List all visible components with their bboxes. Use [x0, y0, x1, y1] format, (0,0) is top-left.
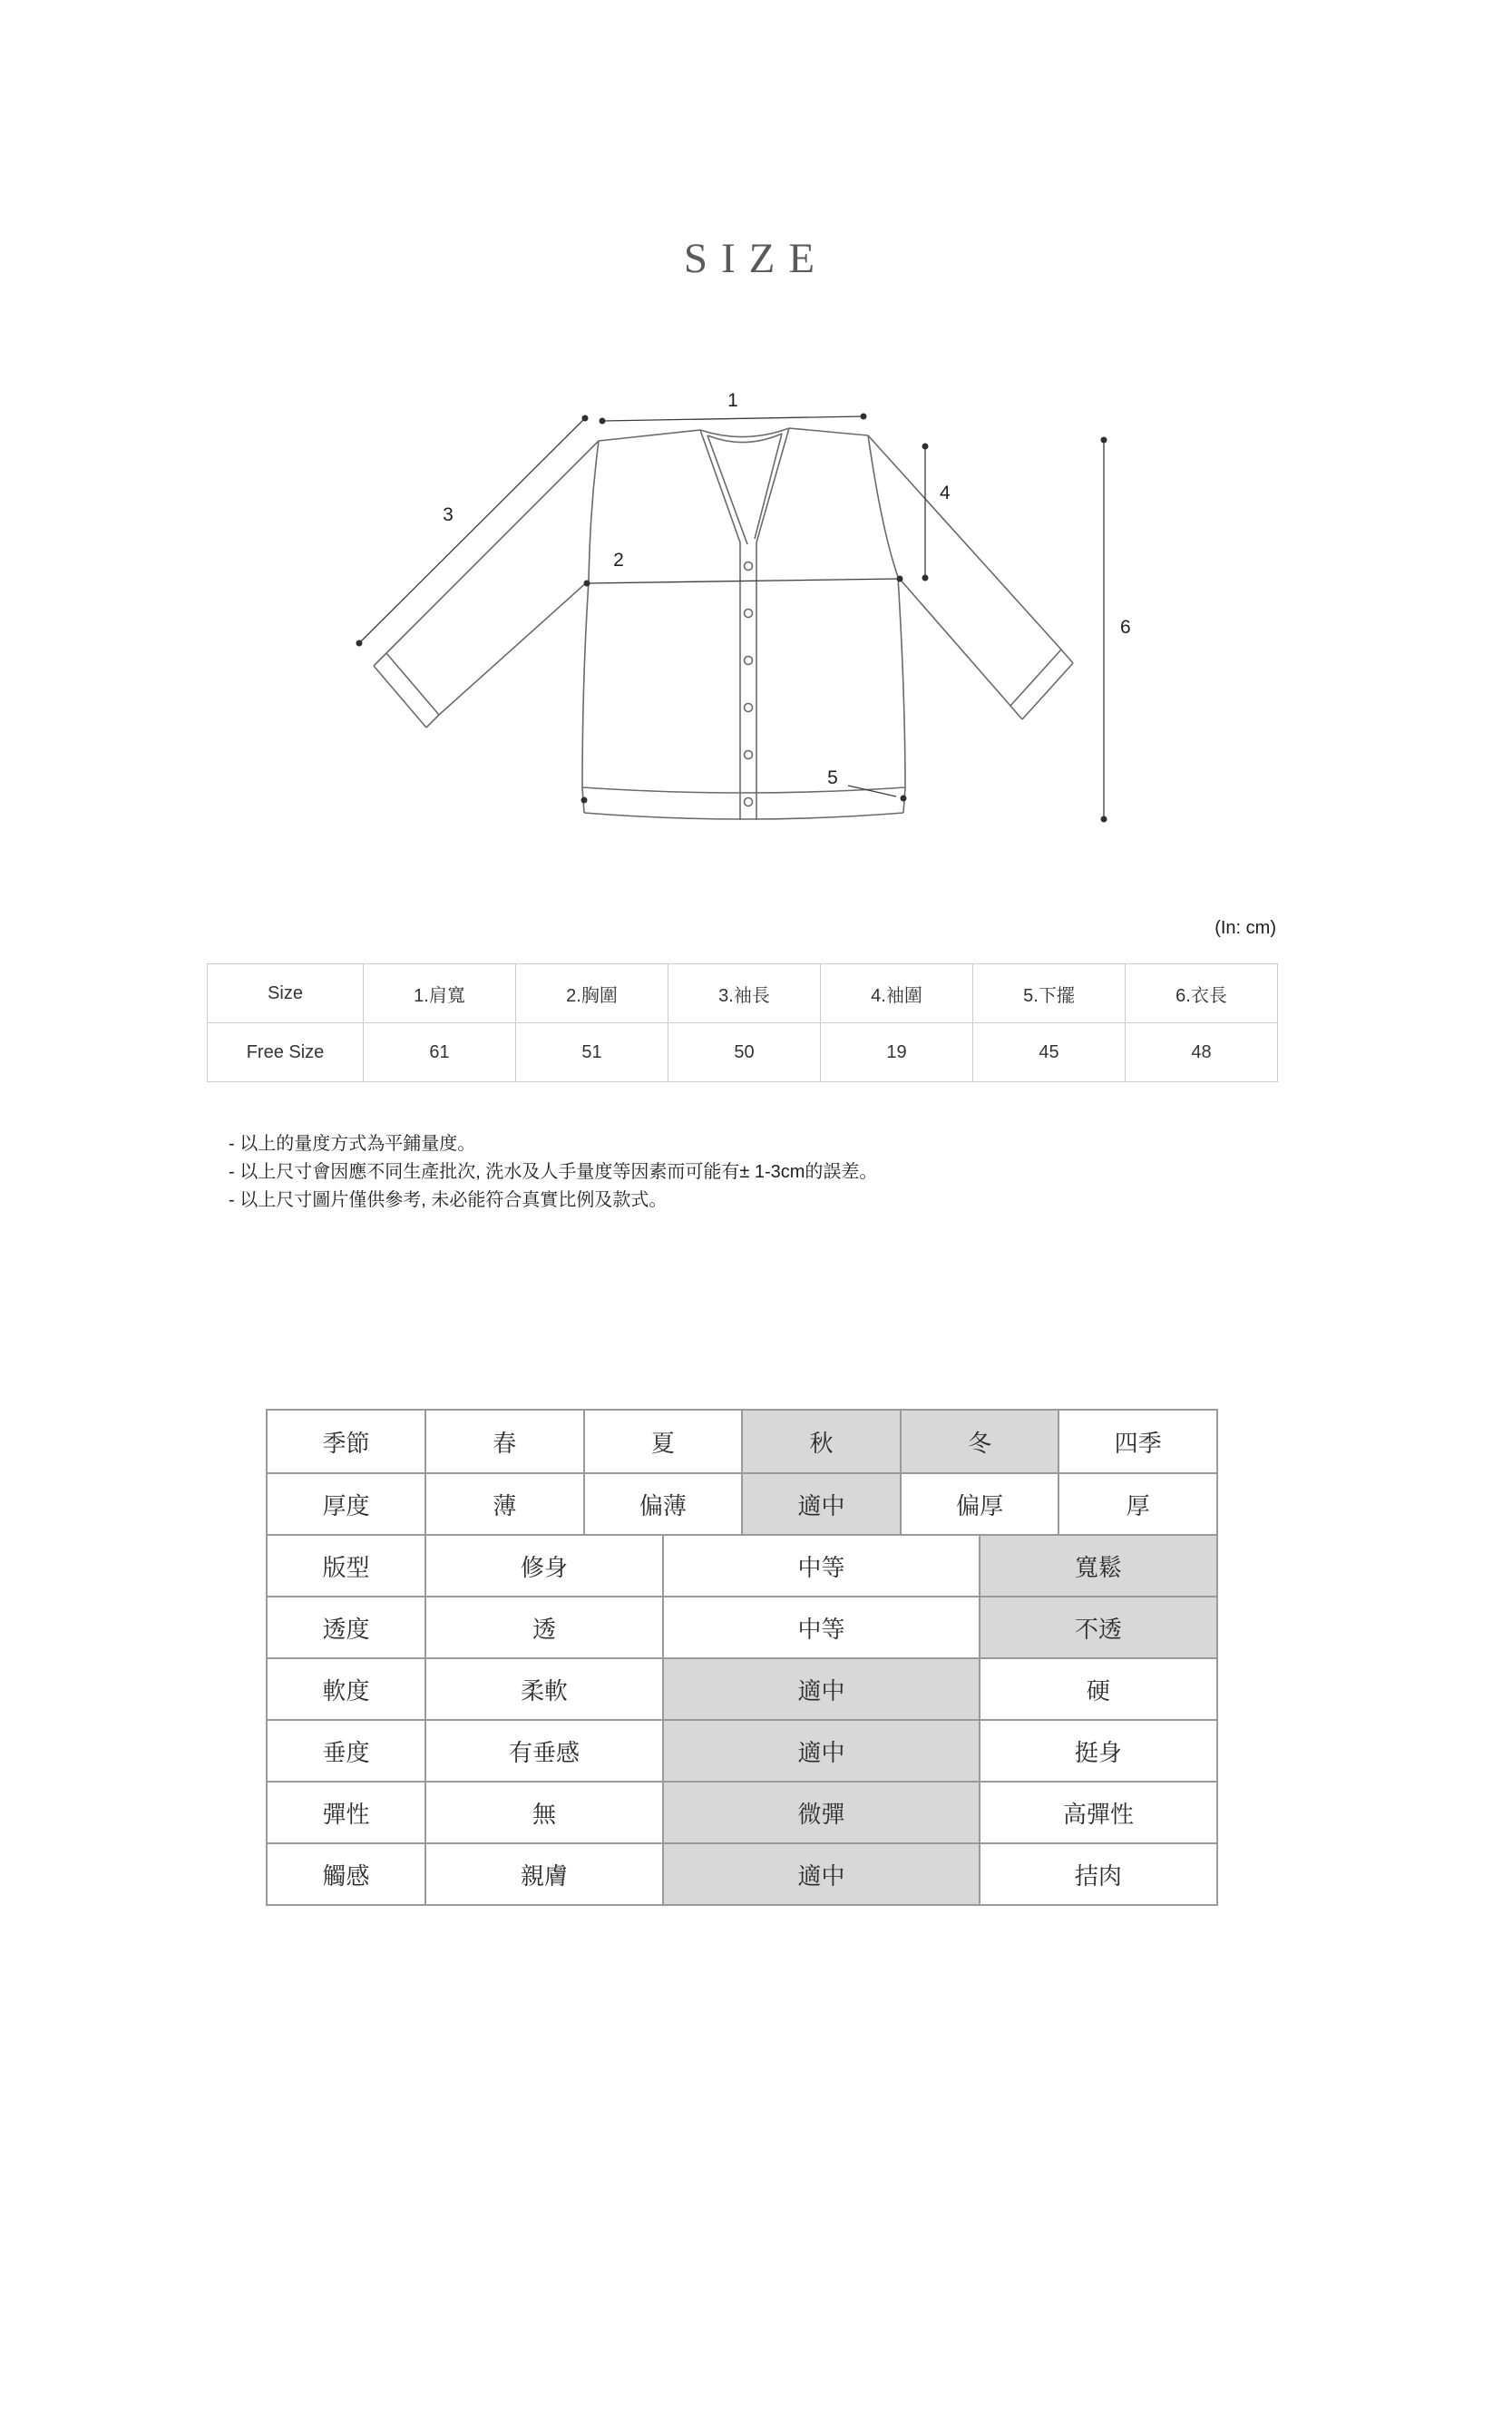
page-title: SIZE: [683, 235, 829, 282]
measurement-label-5: 5: [827, 767, 838, 788]
attr-cell: 透: [424, 1597, 662, 1657]
attr-cell: 中等: [662, 1597, 979, 1657]
note-line: - 以上尺寸圖片僅供參考, 未必能符合真實比例及款式。: [229, 1190, 668, 1210]
size-table-header-cell: Size: [208, 964, 364, 1023]
attr-row-label: 彈性: [322, 1800, 370, 1828]
measurement-label-3: 3: [443, 504, 454, 525]
measurement-label-4: 4: [940, 483, 951, 503]
measurement-2-chest: [584, 550, 903, 587]
attr-row-thickness: [268, 1472, 1216, 1534]
measurement-1-shoulder: [600, 390, 867, 425]
attribute-table: [266, 1409, 1218, 1906]
size-table-data-row: [208, 1023, 1278, 1082]
attr-cell: 硬: [979, 1659, 1216, 1719]
attr-cell: 夏: [583, 1411, 742, 1472]
size-table-cell: 48: [1126, 1023, 1278, 1082]
attr-row-season: [268, 1411, 1216, 1472]
attr-cell: 無: [424, 1783, 662, 1842]
garment-diagram: [356, 388, 1154, 869]
measurement-label-6: 6: [1120, 617, 1131, 638]
attr-row-label: 透度: [322, 1615, 370, 1643]
size-table: [207, 963, 1278, 1082]
attr-cell: 修身: [424, 1536, 662, 1596]
attr-cell: 拮肉: [979, 1844, 1216, 1904]
attr-cell: 高彈性: [979, 1783, 1216, 1842]
attr-cell: 四季: [1058, 1411, 1216, 1472]
size-table-cell: 50: [668, 1023, 821, 1082]
attr-cell: 有垂感: [424, 1721, 662, 1781]
measurement-label-1: 1: [727, 390, 738, 411]
size-table-header-cell: 1.肩寬: [364, 964, 516, 1023]
attr-row-sheerness: [268, 1596, 1216, 1657]
attr-row-label: 垂度: [322, 1738, 370, 1766]
attr-cell: 不透: [979, 1597, 1216, 1657]
attr-cell: 春: [424, 1411, 583, 1472]
attr-row-label: 版型: [322, 1553, 370, 1581]
note-line: - 以上的量度方式為平鋪量度。: [229, 1134, 476, 1154]
attr-row-elasticity: [268, 1781, 1216, 1842]
note-line: - 以上尺寸會因應不同生產批次, 洗水及人手量度等因素而可能有± 1-3cm的誤差。: [229, 1162, 878, 1182]
attr-cell: 適中: [741, 1474, 900, 1534]
attr-row-fit: [268, 1534, 1216, 1596]
size-table-header-cell: 4.袖圍: [821, 964, 973, 1023]
attr-row-label: 季節: [322, 1429, 370, 1457]
attr-row-label: 厚度: [322, 1491, 370, 1519]
size-table-header-cell: 6.衣長: [1126, 964, 1278, 1023]
unit-label: (In: cm): [1214, 918, 1276, 938]
attr-cell: 微彈: [662, 1783, 979, 1842]
attr-row-drape: [268, 1719, 1216, 1781]
notes: [229, 1130, 877, 1215]
attr-cell: 偏厚: [900, 1474, 1058, 1534]
measurement-5-hem: [581, 767, 907, 804]
size-table-header-cell: 3.袖長: [668, 964, 821, 1023]
size-table-cell: 61: [364, 1023, 516, 1082]
attr-cell: 厚: [1058, 1474, 1216, 1534]
attr-cell: 適中: [662, 1721, 979, 1781]
attr-cell: 適中: [662, 1844, 979, 1904]
attr-row-softness: [268, 1657, 1216, 1719]
attr-cell: 偏薄: [583, 1474, 742, 1534]
attr-cell: 親膚: [424, 1844, 662, 1904]
attr-cell: 冬: [900, 1411, 1058, 1472]
attr-cell: 適中: [662, 1659, 979, 1719]
size-table-header-row: [208, 964, 1278, 1023]
size-table-cell: 45: [973, 1023, 1126, 1082]
size-table-row-label: Free Size: [208, 1023, 364, 1082]
size-table-header-cell: 5.下擺: [973, 964, 1126, 1023]
size-table-header-cell: 2.胸圍: [516, 964, 668, 1023]
garment-outline: [374, 428, 1073, 820]
attr-cell: 柔軟: [424, 1659, 662, 1719]
attr-row-label: 觸感: [322, 1861, 370, 1890]
size-table-cell: 51: [516, 1023, 668, 1082]
size-table-cell: 19: [821, 1023, 973, 1082]
measurement-label-2: 2: [613, 550, 624, 571]
attr-row-touch: [268, 1842, 1216, 1904]
attr-cell: 挺身: [979, 1721, 1216, 1781]
attr-cell: 寬鬆: [979, 1536, 1216, 1596]
attr-cell: 薄: [424, 1474, 583, 1534]
measurement-6-length: [1101, 437, 1131, 823]
attr-cell: 秋: [741, 1411, 900, 1472]
attr-cell: 中等: [662, 1536, 979, 1596]
attr-row-label: 軟度: [322, 1676, 370, 1705]
